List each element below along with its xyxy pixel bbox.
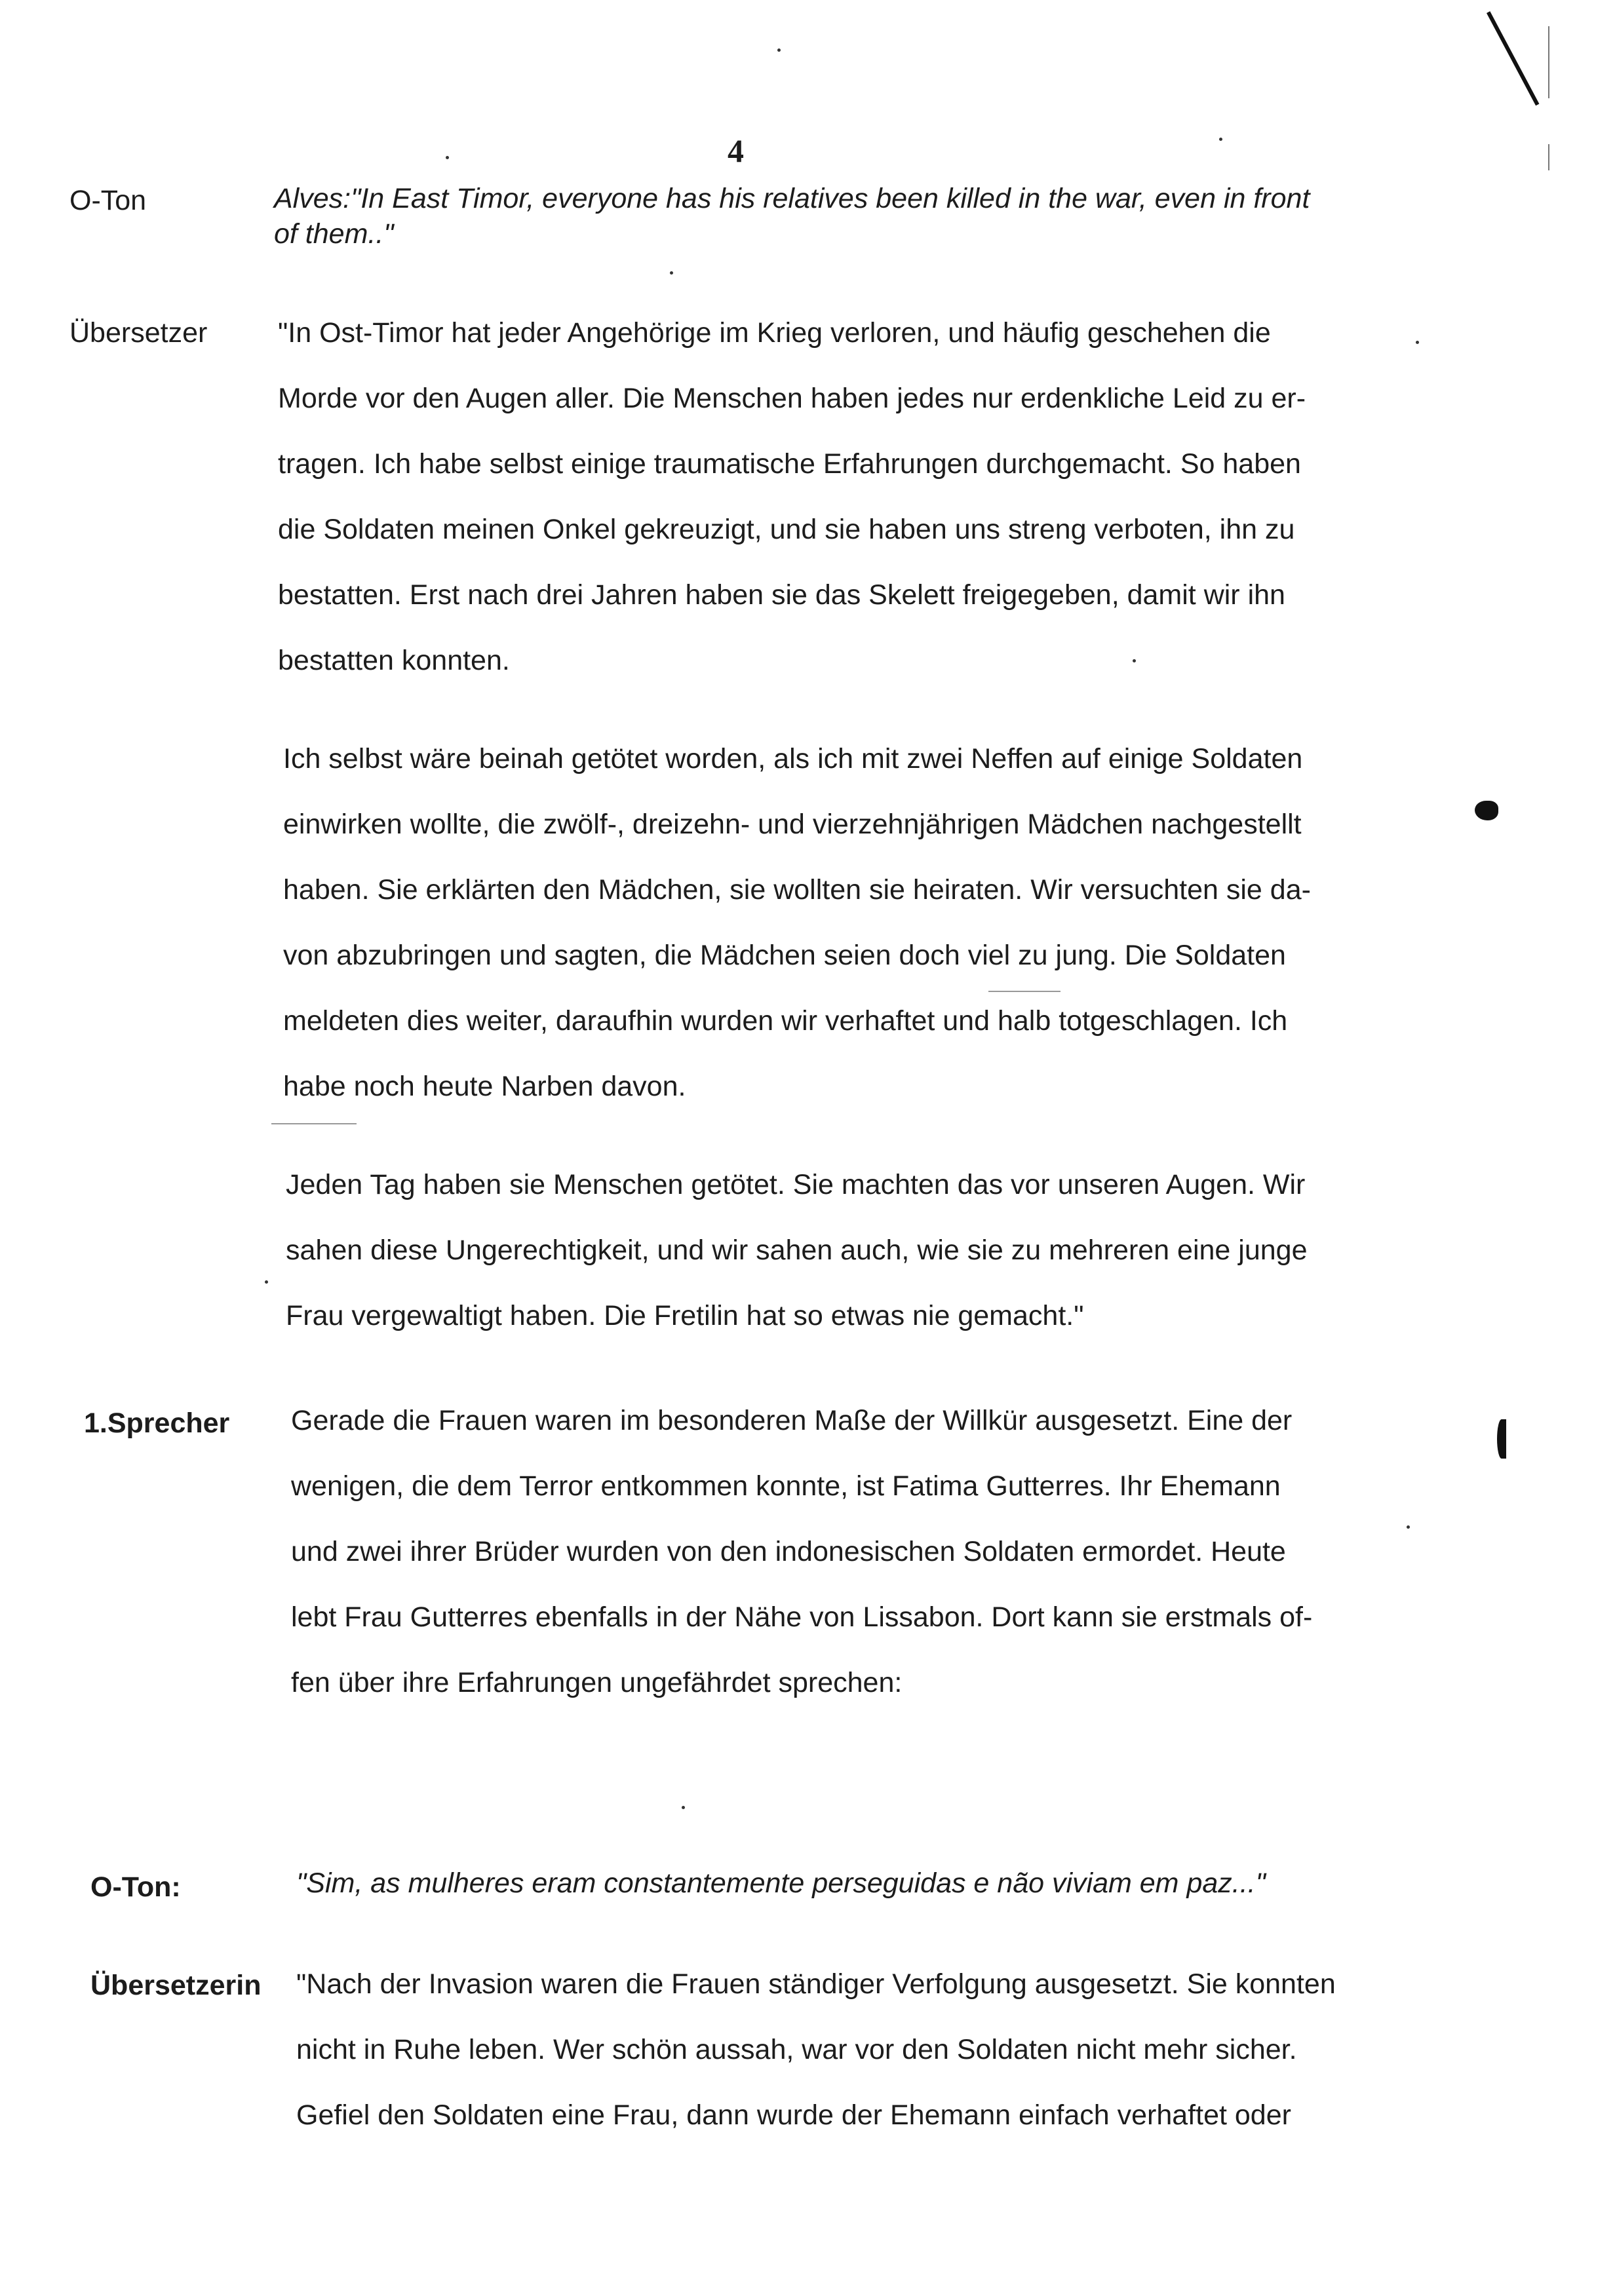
scan-speck xyxy=(682,1806,685,1809)
text-line: haben. Sie erklärten den Mädchen, sie wollten sie heiraten. Wir versuchten sie da- xyxy=(283,874,1311,906)
text-line: nicht in Ruhe leben. Wer schön aussah, war vor den Soldaten nicht mehr sicher. xyxy=(296,2034,1297,2065)
scan-speck xyxy=(265,1280,268,1284)
text-line: meldeten dies weiter, daraufhin wurden wir verhaftet und halb totgeschlagen. Ich xyxy=(283,1005,1288,1037)
text-block-o-ton-2 xyxy=(296,1864,1450,1903)
text-line: einwirken wollte, die zwölf-, dreizehn- und vierzehnjährigen Mädchen nachgestellt xyxy=(283,809,1302,840)
speaker-label-1-sprecher: 1.Sprecher xyxy=(84,1407,230,1439)
text-line: Jeden Tag haben sie Menschen getötet. Sie machten das vor unseren Augen. Wir xyxy=(286,1169,1306,1200)
text-line: of them.." xyxy=(274,218,394,250)
scan-speck xyxy=(670,271,673,275)
text-line: Alves:"In East Timor, everyone has his relatives been killed in the war, even in front xyxy=(274,183,1310,214)
speaker-label-o-ton: O-Ton xyxy=(69,185,147,216)
text-line: sahen diese Ungerechtigkeit, und wir sahen auch, wie sie zu mehreren eine junge xyxy=(286,1234,1308,1266)
text-line: habe noch heute Narben davon. xyxy=(283,1071,686,1102)
scan-speck xyxy=(1219,138,1222,141)
speaker-label-uebersetzer: Übersetzer xyxy=(69,317,208,349)
text-line: "Nach der Invasion waren die Frauen ständiger Verfolgung ausgesetzt. Sie konnten xyxy=(296,1968,1336,2000)
text-line: bestatten. Erst nach drei Jahren haben sie das Skelett freigegeben, damit wir ihn xyxy=(278,579,1285,611)
text-block-1-sprecher xyxy=(291,1388,1445,1715)
text-line: fen über ihre Erfahrungen ungefährdet sprechen: xyxy=(291,1667,903,1698)
text-line: und zwei ihrer Brüder wurden von den indonesischen Soldaten ermordet. Heute xyxy=(291,1536,1286,1567)
scan-edge-line xyxy=(1548,144,1549,170)
text-line: "In Ost-Timor hat jeder Angehörige im Krieg verloren, und häufig geschehen die xyxy=(278,317,1271,349)
page-number: 4 xyxy=(728,132,744,169)
text-block-uebersetzerin xyxy=(296,1951,1450,2148)
scan-speck xyxy=(1416,341,1419,344)
text-block-o-ton xyxy=(274,181,1428,252)
scan-edge-line xyxy=(1548,26,1549,98)
scan-speck xyxy=(446,156,449,159)
text-line: von abzubringen und sagten, die Mädchen seien doch viel zu jung. Die Soldaten xyxy=(283,940,1286,971)
scan-speck xyxy=(777,48,781,52)
text-block-uebersetzer xyxy=(278,300,1431,693)
text-block-uebersetzer-3 xyxy=(286,1152,1439,1349)
text-block-uebersetzer-2 xyxy=(283,726,1437,1119)
text-line: die Soldaten meinen Onkel gekreuzigt, und sie haben uns streng verboten, ihn zu xyxy=(278,514,1295,545)
ink-blot-mark xyxy=(1475,801,1498,820)
text-line: "Sim, as mulheres eram constantemente perseguidas e não viviam em paz..." xyxy=(296,1867,1266,1899)
scan-speck xyxy=(1407,1525,1410,1529)
text-line: Morde vor den Augen aller. Die Menschen haben jedes nur erdenkliche Leid zu er- xyxy=(278,383,1306,414)
text-line: lebt Frau Gutterres ebenfalls in der Nähe von Lissabon. Dort kann sie erstmals of- xyxy=(291,1601,1313,1633)
text-line: bestatten konnten. xyxy=(278,645,510,676)
text-line: Frau vergewaltigt haben. Die Fretilin hat so etwas nie gemacht." xyxy=(286,1300,1084,1331)
text-line: Ich selbst wäre beinah getötet worden, als ich mit zwei Neffen auf einige Soldaten xyxy=(283,743,1303,775)
scan-stroke-mark xyxy=(1487,11,1539,105)
scan-dash-line xyxy=(988,991,1060,992)
speaker-label-o-ton-2: O-Ton: xyxy=(90,1871,181,1903)
speaker-label-uebersetzerin: Übersetzerin xyxy=(90,1970,262,2001)
text-line: wenigen, die dem Terror entkommen konnte, ist Fatima Gutterres. Ihr Ehemann xyxy=(291,1470,1281,1502)
text-line: Gefiel den Soldaten eine Frau, dann wurde der Ehemann einfach verhaftet oder xyxy=(296,2099,1291,2131)
scan-dash-line xyxy=(271,1123,357,1124)
text-line: tragen. Ich habe selbst einige traumatische Erfahrungen durchgemacht. So haben xyxy=(278,448,1301,480)
text-line: Gerade die Frauen waren im besonderen Maße der Willkür ausgesetzt. Eine der xyxy=(291,1405,1293,1436)
ink-blot-mark xyxy=(1497,1419,1506,1459)
scan-speck xyxy=(1133,659,1136,662)
